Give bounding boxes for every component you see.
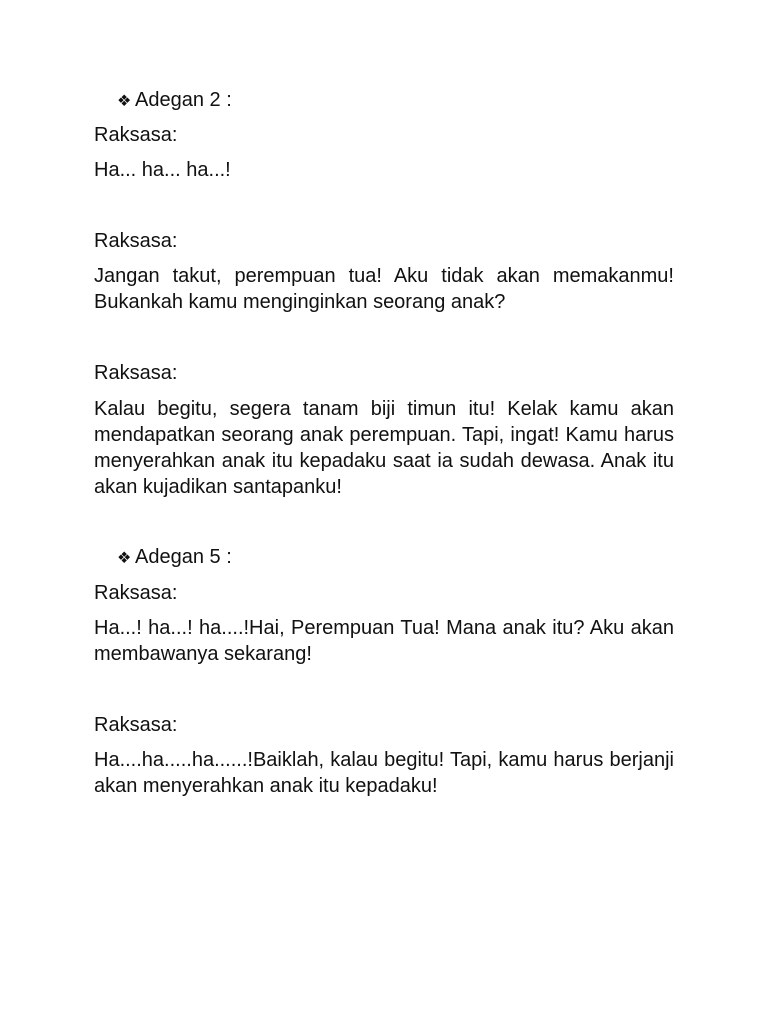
speaker-label: Raksasa: bbox=[94, 362, 178, 384]
speaker-label: Raksasa: bbox=[94, 124, 178, 146]
speaker-label: Raksasa: bbox=[94, 230, 178, 252]
speaker-label: Raksasa: bbox=[94, 714, 178, 736]
dialogue-line: Ha...! ha...! ha....!Hai, Perempuan Tua! Mana anak itu? Aku akan membawanya sekarang! bbox=[94, 617, 674, 665]
scene-heading bbox=[117, 544, 232, 572]
dialogue-line: Ha... ha... ha...! bbox=[94, 159, 231, 181]
scene-heading-text: Adegan 5 : bbox=[135, 546, 232, 568]
diamond-bullet-icon: ❖ bbox=[117, 93, 132, 110]
diamond-bullet-icon: ❖ bbox=[117, 550, 132, 567]
dialogue-line: Ha....ha.....ha......!Baiklah, kalau begitu! Tapi, kamu harus berjanji akan menyerahkan anak itu kepadaku! bbox=[94, 749, 674, 797]
dialogue-line: Jangan takut, perempuan tua! Aku tidak akan memakanmu! Bukankah kamu menginginkan seorang anak? bbox=[94, 265, 674, 313]
dialogue-line: Kalau begitu, segera tanam biji timun itu! Kelak kamu akan mendapatkan seorang anak perempuan. Tapi, ingat! Kamu harus menyerahkan anak itu kepadaku saat ia sudah dewasa. Anak itu akan kujadikan santapanku! bbox=[94, 398, 674, 498]
scene-heading bbox=[117, 87, 232, 115]
scene-heading-text: Adegan 2 : bbox=[135, 89, 232, 111]
speaker-label: Raksasa: bbox=[94, 582, 178, 604]
